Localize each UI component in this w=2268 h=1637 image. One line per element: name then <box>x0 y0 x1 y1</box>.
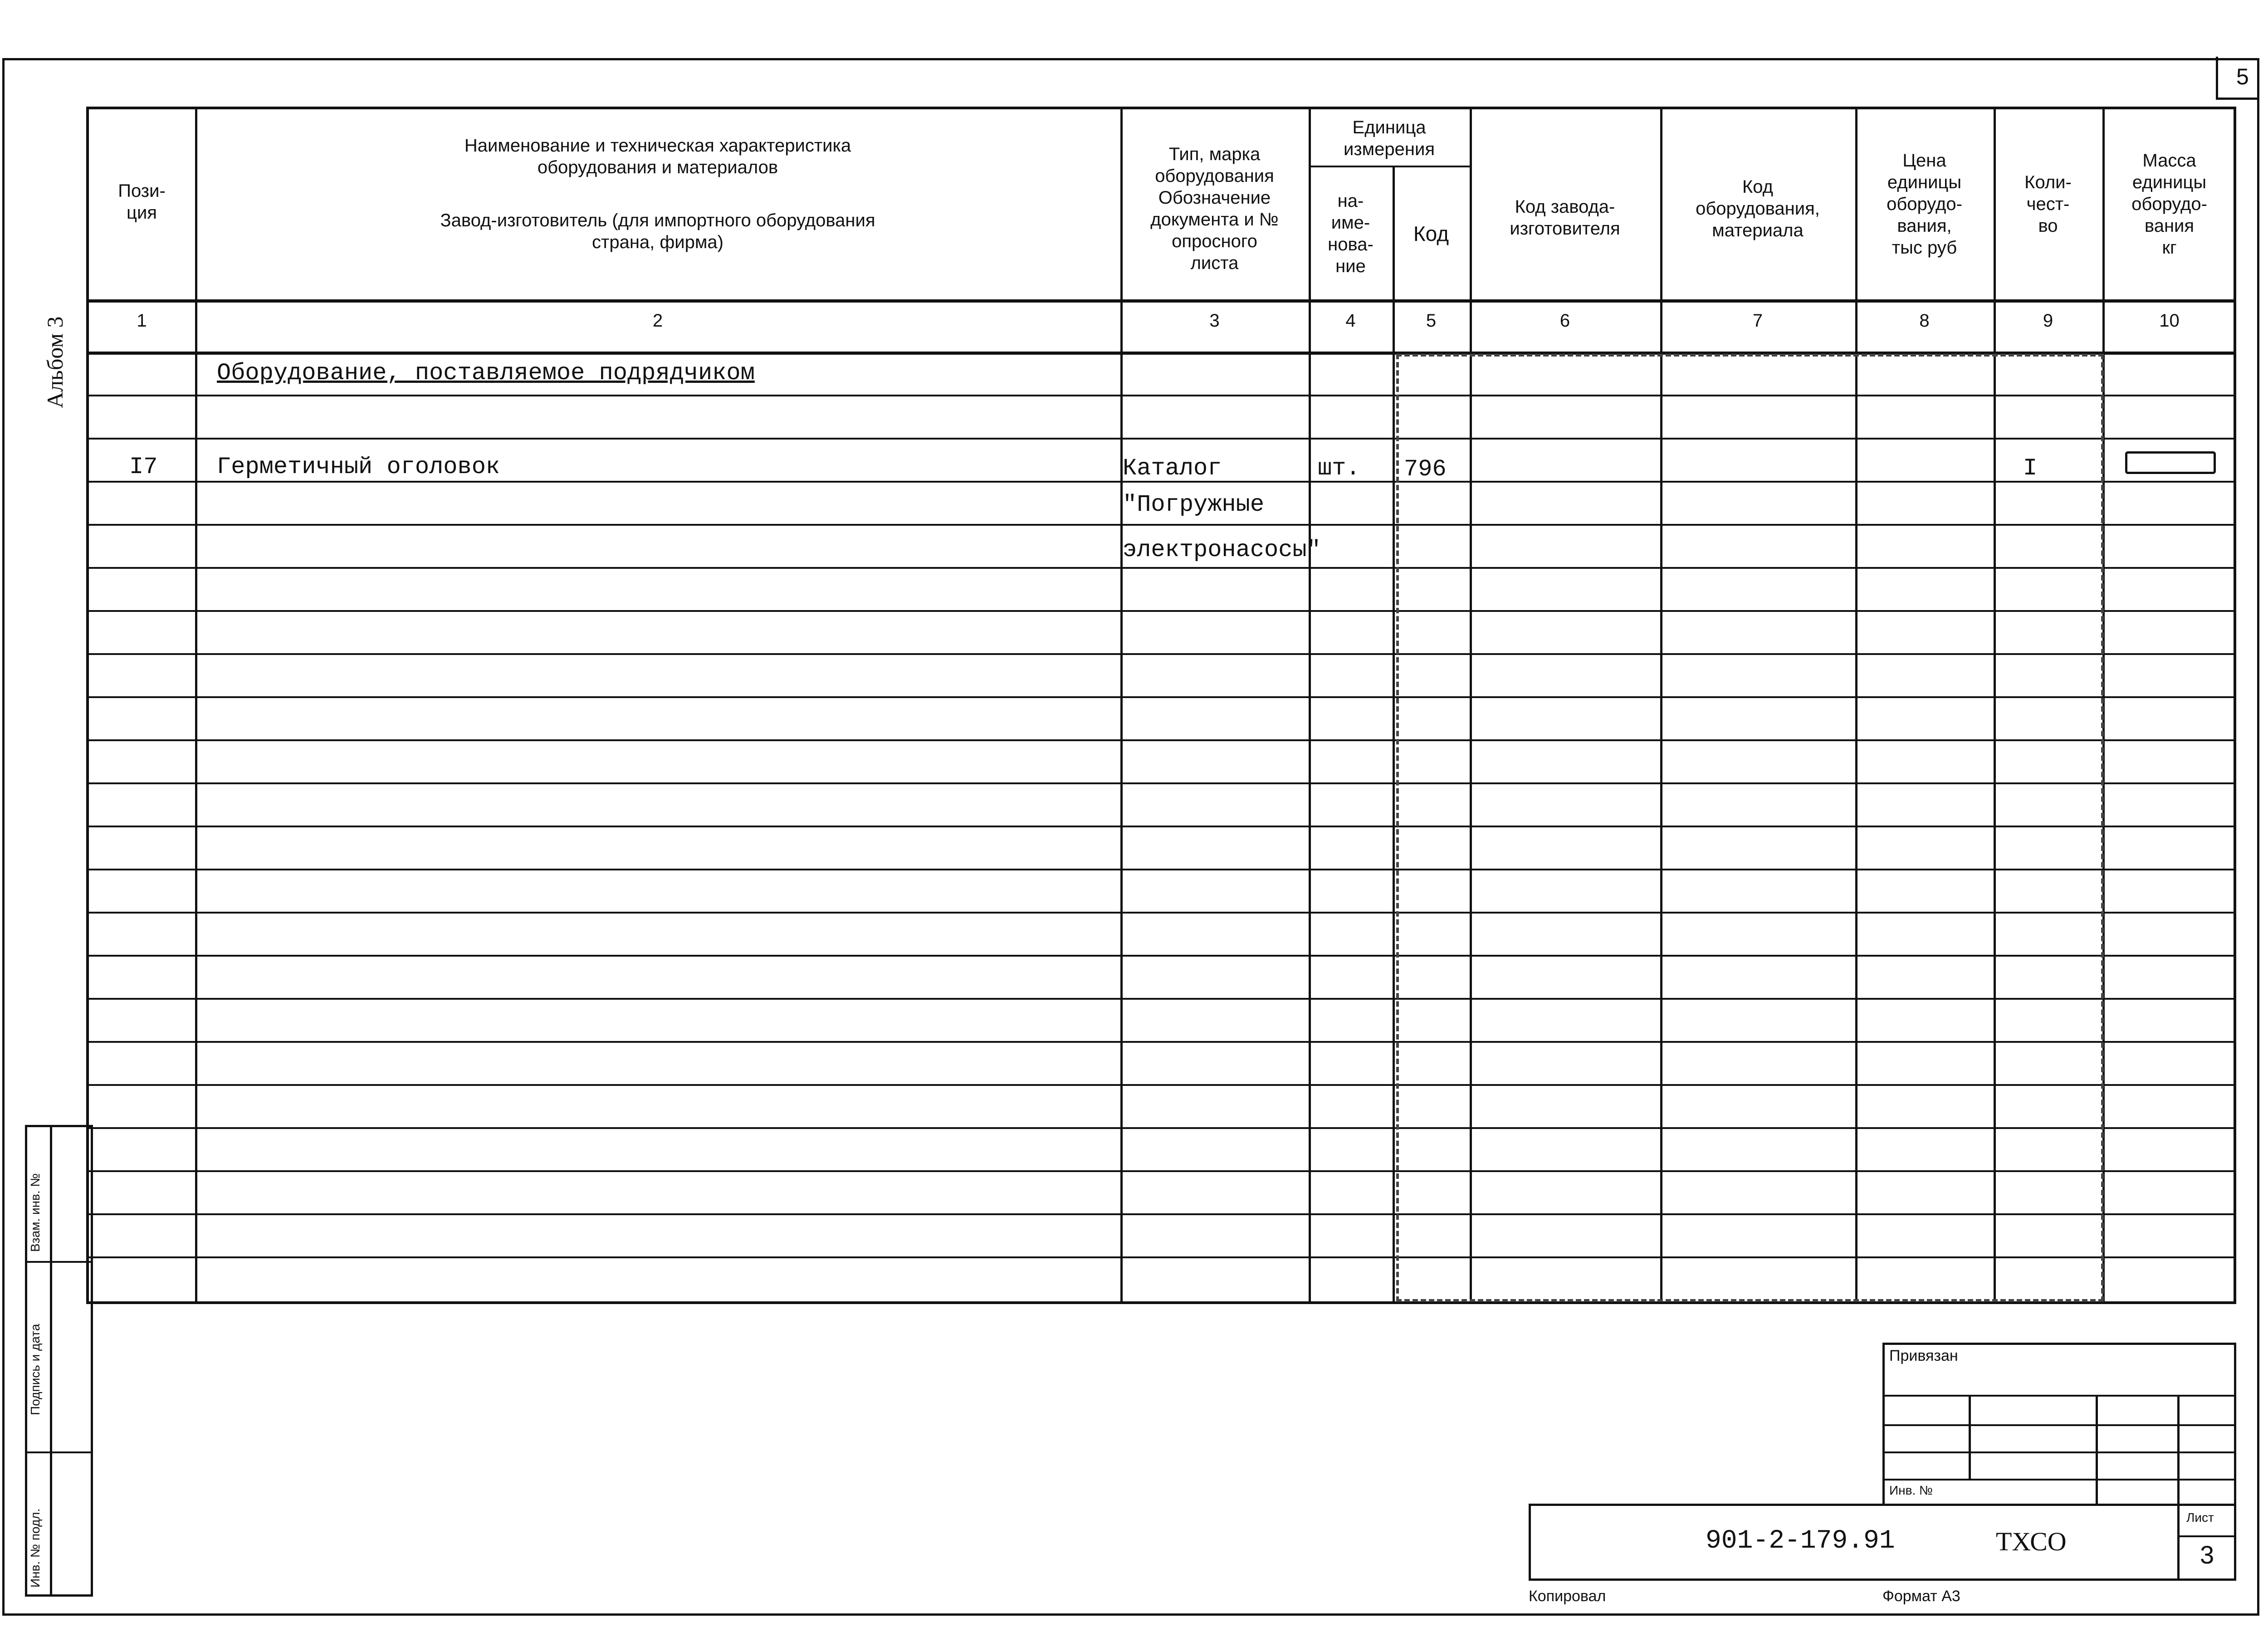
mass-placeholder-box <box>2125 451 2216 474</box>
header-unit-code: Код <box>1413 222 1449 245</box>
row-position: I7 <box>129 454 158 480</box>
sheet-number: 3 <box>2200 1540 2214 1569</box>
header-price: Цена единицы оборудо- вания, тыс руб <box>1887 151 1962 258</box>
col-num-7: 7 <box>1752 311 1763 331</box>
sheet-label: Лист <box>2186 1510 2214 1525</box>
dashed-overlay-box <box>1396 354 2104 1302</box>
row-code: 796 <box>1404 456 1447 483</box>
header-type: Тип, марка оборудования Обозначение документа и № опросного листа <box>1150 144 1279 273</box>
privyazan-label: Привязан <box>1889 1347 1958 1364</box>
page-number: 5 <box>2236 64 2249 89</box>
row-type-line1: Каталог <box>1123 455 1222 482</box>
col-num-10: 10 <box>2159 311 2180 331</box>
header-factory-code: Код завода- изготовителя <box>1510 197 1620 239</box>
doc-code: 901-2-179.91 <box>1706 1526 1895 1556</box>
col-num-6: 6 <box>1559 311 1570 331</box>
row-type-line2: "Погружные <box>1123 491 1265 518</box>
format-label: Формат А3 <box>1882 1588 1960 1605</box>
section-title: Оборудование, поставляемое подрядчиком <box>217 360 755 386</box>
col-num-4: 4 <box>1345 311 1356 331</box>
header-position: Пози- ция <box>118 181 166 223</box>
inv-podl-label: Инв. № подл. <box>28 1508 42 1588</box>
row-unit: шт. <box>1318 455 1360 482</box>
col-num-9: 9 <box>2043 311 2053 331</box>
header-quantity: Коли- чест- во <box>2024 172 2072 236</box>
row-quantity: I <box>2023 455 2038 482</box>
header-mass: Масса единицы оборудо- вания кг <box>2131 151 2207 258</box>
col-num-8: 8 <box>1919 311 1930 331</box>
podpis-data-label: Подпись и дата <box>28 1324 42 1415</box>
header-manufacturer: Завод-изготовитель (для импортного оборудования страна, фирма) <box>440 210 875 252</box>
col-num-3: 3 <box>1209 311 1220 331</box>
row-type-line3: электронасосы" <box>1123 537 1321 563</box>
doc-type: ТХСО <box>1996 1527 2067 1556</box>
header-unit-name: на- име- нова- ние <box>1328 191 1374 276</box>
col-num-1: 1 <box>137 311 147 331</box>
col-num-2: 2 <box>652 311 663 331</box>
header-name-desc: Наименование и техническая характеристика оборудования и материалов <box>464 136 851 177</box>
col-num-5: 5 <box>1426 311 1437 331</box>
row-name: Герметичный оголовок <box>217 454 500 480</box>
header-unit-group: Единица измерения <box>1343 117 1435 159</box>
header-equipment-code: Код оборудования, материала <box>1696 177 1820 240</box>
album-label: Альбом 3 <box>42 316 68 408</box>
inv-no-label: Инв. № <box>1889 1483 1933 1497</box>
vzam-inv-label: Взам. инв. № <box>28 1173 42 1252</box>
kopiroval-label: Копировал <box>1529 1588 1606 1605</box>
